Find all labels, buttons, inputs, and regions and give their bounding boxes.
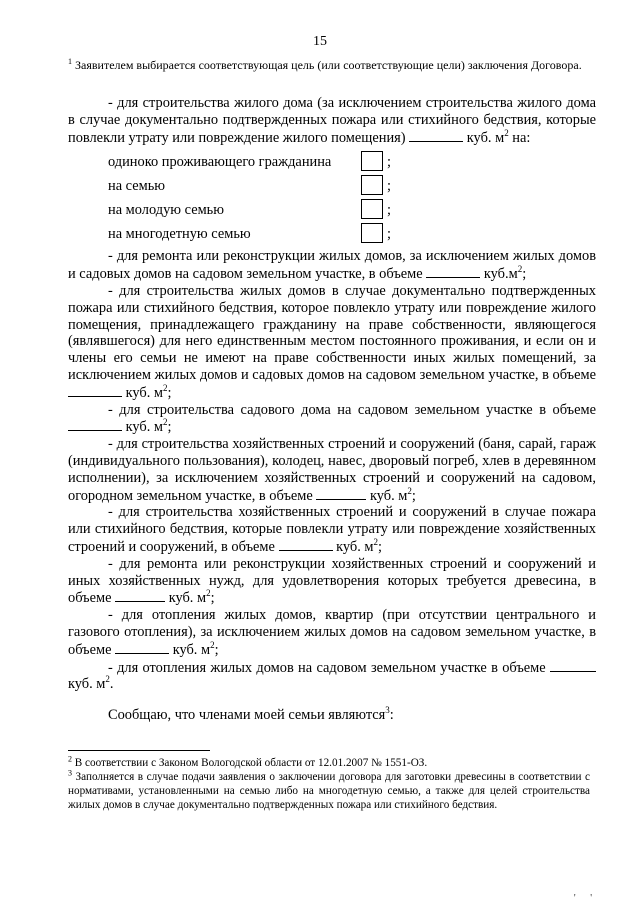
volume-blank xyxy=(316,487,366,500)
footnotes xyxy=(68,756,590,812)
volume-blank xyxy=(426,265,480,278)
volume-blank xyxy=(68,384,122,397)
volume-blank xyxy=(550,659,596,672)
document-body xyxy=(68,95,596,724)
paragraph-outbuildings: - для строительства хозяйственных строений и сооружений (баня, сарай, гараж (индивидуального пользования), колодец, навес, дворовый погреб, хлев в деревянном исполнении), за исключением хозяйственных строений и сооружений на садовом, огородном земельном участке, в объеме куб. $м^2$; xyxy=(68,436,596,504)
option-large-family: на многодетную семью ; xyxy=(68,222,596,246)
paragraph-heating: - для отопления жилых домов, квартир (при отсутствии центрального и газового отопления), за исключением жилых домов на садовом земельном участке, в объеме куб. $м^2$; xyxy=(68,607,596,658)
recipient-options xyxy=(68,150,596,246)
option-family: на семью ; xyxy=(68,174,596,198)
paragraph-outbuildings-repair: - для ремонта или реконструкции хозяйственных строений и сооружений и иных хозяйственных нужд, для удовлетворения которых требуется древесина, в объеме куб. $м^2$; xyxy=(68,555,596,607)
footnote-2: $^2$ В соответствии с Законом Вологодской области от 12.01.2007 № 1551-ОЗ. xyxy=(68,754,428,769)
option-young-family: на молодую семью ; xyxy=(68,198,596,222)
corner-marks: ' ' xyxy=(573,893,598,904)
footnote-3: $^3$ Заполняется в случае подачи заявления о заключении договора для заготовки древесины в соответствии с нормативами, установленными на семью либо на многодетную семью, а также для целей строительства жилых домов в случае документально подтвержденных пожара или стихийного бедствия. xyxy=(68,768,590,811)
paragraph-residential-construction: - для строительства жилого дома (за исключением строительства жилого дома в случае документально подтвержденных пожара или стихийного бедствия, которые повлекли утрату или повреждение жилого помещения) куб. $м^2$ на: xyxy=(68,95,596,146)
volume-blank xyxy=(279,538,333,551)
footnote-divider xyxy=(68,750,210,751)
option-checkbox[interactable] xyxy=(361,223,383,243)
volume-blank xyxy=(115,589,165,602)
volume-blank xyxy=(68,418,122,431)
option-single-citizen: одиноко проживающего гражданина ; xyxy=(68,150,596,174)
option-checkbox[interactable] xyxy=(361,199,383,219)
volume-blank xyxy=(115,641,169,654)
option-checkbox[interactable] xyxy=(361,151,383,171)
footnote-1-mark: 1 xyxy=(68,57,72,66)
paragraph-garden-house: - для строительства садового дома на садовом земельном участке в объеме куб. $м^2$; xyxy=(68,402,596,437)
paragraph-outbuildings-after-fire: - для строительства хозяйственных строений и сооружений в случае пожара или стихийного бедствия, которые повлекли утрату или повреждение хозяйственных строений и сооружений, в объеме куб. $м^2$; xyxy=(68,504,596,555)
footnote-1 xyxy=(68,58,588,73)
option-checkbox[interactable] xyxy=(361,175,383,195)
footnote-1-text: Заявителем выбирается соответствующая цель (или соответствующие цели) заключения Договора. xyxy=(75,58,582,72)
paragraph-repair-residential: - для ремонта или реконструкции жилых домов, за исключением жилых домов и садовых домов на садовом земельном участке, в объеме $куб.м^2$; xyxy=(68,248,596,283)
paragraph-construction-after-fire: - для строительства жилых домов в случае документально подтвержденных пожара или стихийного бедствия, которое повлекло утрату или повреждение жилого помещения, принадлежащего гражданину на праве собственности, являющегося (являвшегося) для него единственным местом постоянного проживания, и если он и члены его семьи не имеют на праве собственности иных жилых помещений, за исключением жилых домов и садовых домов на садовом земельном участке, в объеме куб. $м^2$; xyxy=(68,282,596,401)
paragraph-garden-heating: - для отопления жилых домов на садовом земельном участке в объеме куб. $м^2$. xyxy=(68,659,596,694)
volume-blank xyxy=(409,129,463,142)
page-number: 15 xyxy=(313,34,327,49)
family-members-statement: Сообщаю, что членами моей семьи являются$^3$: xyxy=(108,705,394,724)
